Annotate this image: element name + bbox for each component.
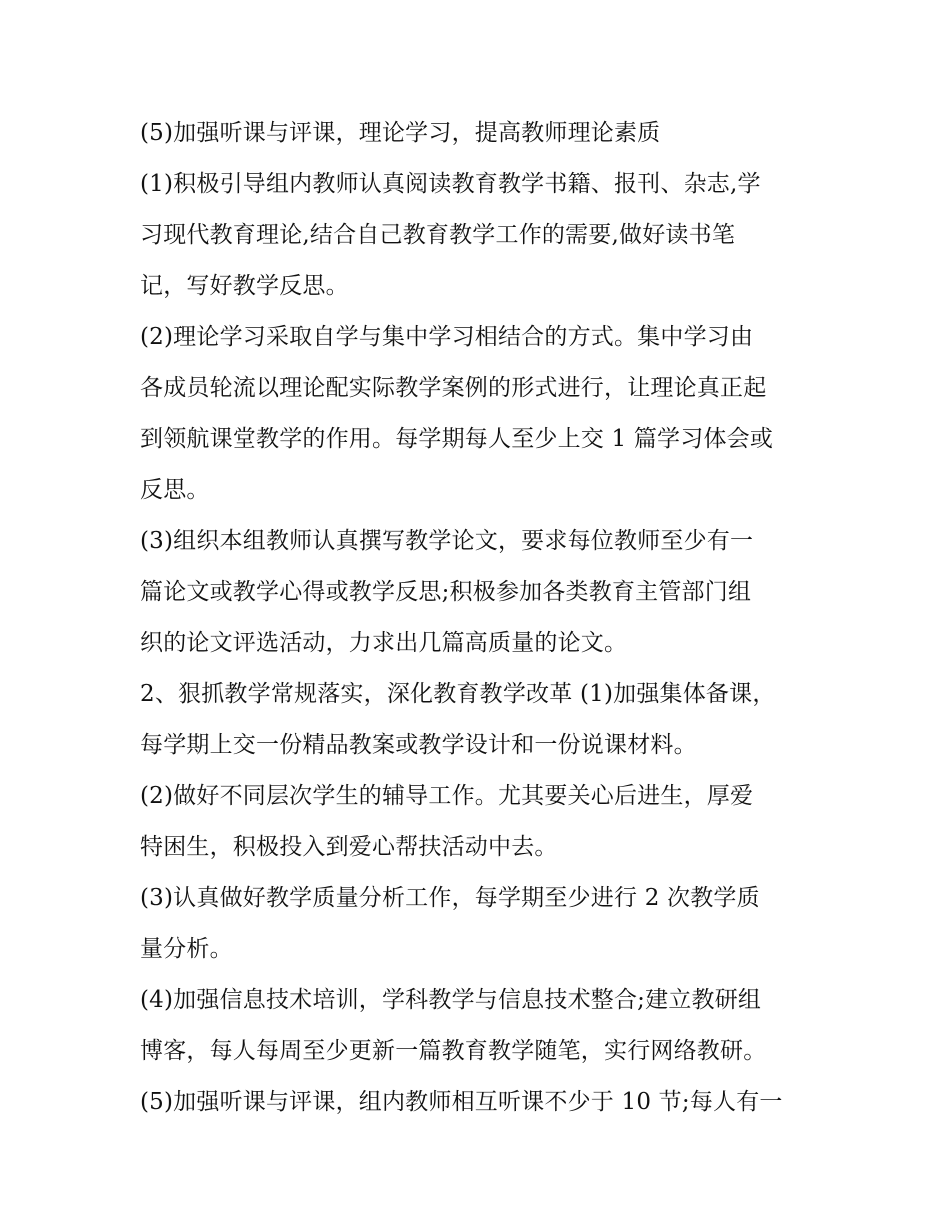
text-line: 量分析。 [140,936,233,962]
document-body [140,108,830,1128]
text-line: (4)加强信息技术培训，学科教学与信息技术整合;建立教研组 [140,987,762,1013]
text-line: (3)认真做好教学质量分析工作，每学期至少进行 2 次教学质 [140,885,760,911]
text-line: 各成员轮流以理论配实际教学案例的形式进行，让理论真正起 [140,375,767,401]
text-line: 博客，每人每周至少更新一篇教育教学随笔，实行网络教研。 [140,1038,767,1064]
text-line: (2)理论学习采取自学与集中学习相结合的方式。集中学习由 [140,324,754,350]
text-line: (1)积极引导组内教师认真阅读教育教学书籍、报刊、杂志,学 [140,171,761,197]
text-line: 织的论文评选活动，力求出几篇高质量的论文。 [140,630,628,656]
text-line: (2)做好不同层次学生的辅导工作。尤其要关心后进生，厚爱 [140,783,754,809]
text-line: (5)加强听课与评课，理论学习，提高教师理论素质 [140,120,661,146]
text-line: 习现代教育理论,结合自己教育教学工作的需要,做好读书笔 [140,222,736,248]
text-line: 反思。 [140,477,210,503]
text-line: 特困生，积极投入到爱心帮扶活动中去。 [140,834,558,860]
text-line: 记，写好教学反思。 [140,273,349,299]
text-line: (5)加强听课与评课，组内教师相互听课不少于 10 节;每人有一 [140,1089,783,1115]
text-line: (3)组织本组教师认真撰写教学论文，要求每位教师至少有一 [140,528,754,554]
text-line: 2、狠抓教学常规落实，深化教育教学改革 (1)加强集体备课， [140,681,776,707]
text-line: 每学期上交一份精品教案或教学设计和一份说课材料。 [140,732,697,758]
text-line: 篇论文或教学心得或教学反思;积极参加各类教育主管部门组 [140,579,752,605]
text-line: 到领航课堂教学的作用。每学期每人至少上交 1 篇学习体会或 [140,426,774,452]
